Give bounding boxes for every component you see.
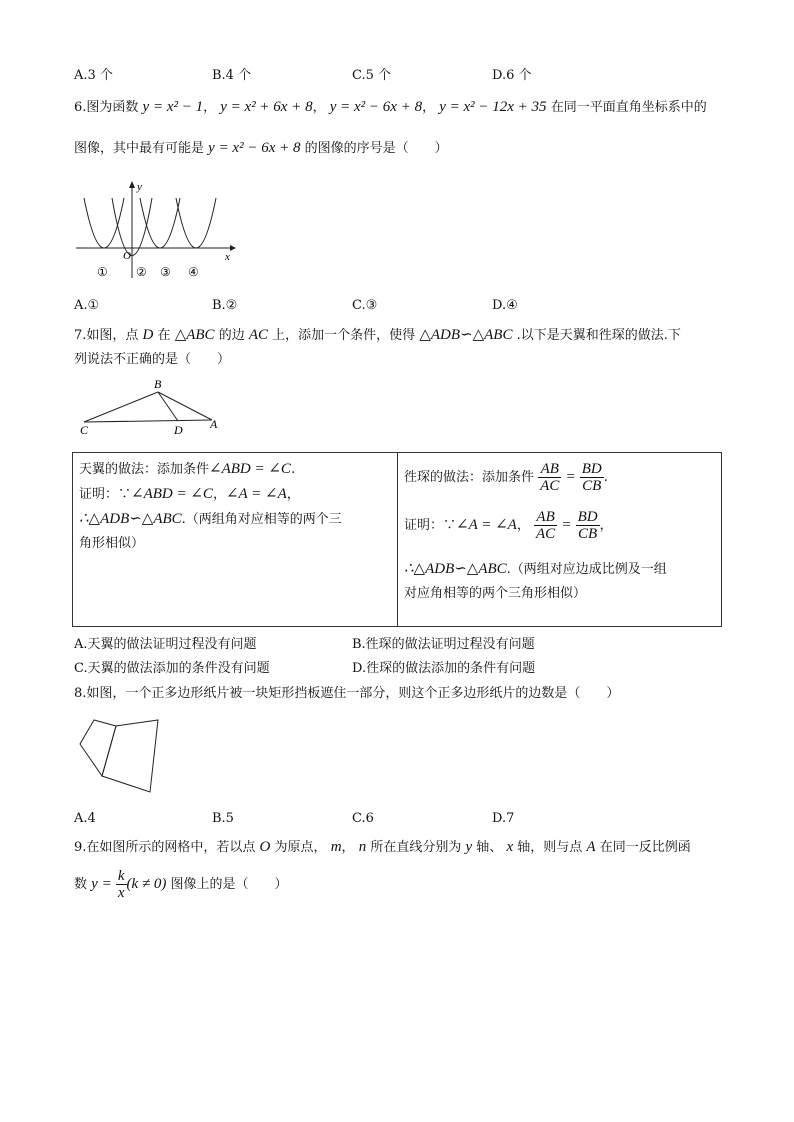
q7-line1e: .以下是天翼和徃琛的做法.下 [516,328,681,343]
wangchen-solution [398,453,722,627]
tianyi-l2m2: ∠A = ∠A [225,486,287,502]
q7-point-d: D [142,327,154,343]
frac-den: x [117,885,125,901]
wangchen-conclusion: ∴△ADB∽△ABC [404,561,507,577]
frac-den: CB [582,478,602,494]
fraction-k-x [116,868,127,901]
wangchen-l4b: .（两组对应边成比例及一组 [506,562,667,577]
q9-line1b: 为原点， [274,840,327,855]
vertex-c-label: C [80,423,89,437]
frac-den: CB [577,526,598,542]
q9-line2b: 图像上的是（ ） [170,877,288,892]
q9-line-n: n [358,839,367,855]
q7-similarity: △ADB∽△ABC [419,327,513,343]
tianyi-l1e: . [290,462,296,477]
tianyi-condition: ∠ABD = ∠C [209,461,291,477]
vertex-d-label: D [174,423,183,437]
fraction-ab-ac-2 [534,509,557,542]
tianyi-line3 [79,507,391,532]
q8-option-a: A.4 [74,811,96,826]
q9-line1d: 轴、 [476,840,503,855]
q7-option-b: B.徃琛的做法证明过程没有问题 [352,637,535,652]
parabola-3 [140,198,180,248]
q7-question-line2: 列说法不正确的是（ ） [74,352,231,367]
wangchen-l1a: 徃琛的做法：添加条件 [404,470,535,485]
q6-prefix: 6.图为函数 [74,100,139,115]
y-axis-label: y [137,181,142,193]
tianyi-line4: 角形相似） [79,536,145,551]
q7-option-d: D.徃琛的做法添加的条件有问题 [352,661,536,676]
q7-option-c: C.天翼的做法添加的条件没有问题 [74,661,270,676]
fraction-bd-cb [580,461,604,494]
q9-line-m: m [330,839,342,855]
q7-question [74,324,681,344]
q6-option-d: D.④ [492,298,518,313]
q5-option-a: A.3 个 [74,68,113,83]
vertex-b-label: B [154,377,162,391]
wangchen-l2b: ， [516,518,530,533]
tianyi-l2b: ， [212,487,226,502]
q7-line1d: 上，添加一个条件，使得 [272,328,416,343]
q6-option-c: C.③ [352,298,378,313]
q9-point-a: A [586,839,596,855]
wangchen-l2m: ∠A = ∠A [456,517,517,533]
segment-ca [84,420,212,422]
q9-y-equals: y = [91,876,112,892]
q5-option-d: D.6 个 [492,68,532,83]
q9-x: x [506,839,514,855]
q6-option-a: A.① [74,298,100,313]
q6-question-line2 [74,137,448,157]
graph-label-4: ④ [188,265,199,279]
graph-label-1: ① [97,265,108,279]
q9-line1c: 所在直线分别为 [370,840,462,855]
y-axis-arrow-icon [129,181,135,188]
q7-segment-ac: AC [248,327,269,343]
graph-label-2: ② [136,265,147,279]
frac-num: BD [581,461,602,477]
q7-line1a: 7.如图，点 [74,328,139,343]
q5-option-c: C.5 个 [352,68,392,83]
q7-line1c: 的边 [218,328,245,343]
tianyi-conclusion: ∴△ADB∽△ABC [79,511,182,527]
q6-suffix: 在同一平面直角坐标系中的 [550,100,707,115]
q8-option-b: B.5 [212,811,234,826]
polygon-visible-part [80,720,116,776]
frac-num: k [117,868,125,884]
q7-solutions-table [72,452,722,627]
fraction-bd-cb-2 [576,509,600,542]
parabola-1 [84,198,124,248]
tianyi-line2 [79,482,391,507]
q6-function-4: y = x² − 12x + 35 [439,99,547,115]
q9-condition: (k ≠ 0) [126,876,167,892]
q8-question: 8.如图，一个正多边形纸片被一块矩形挡板遮住一部分，则这个正多边形纸片的边数是（ ） [74,686,620,701]
q7-triangle-abc: △ABC [174,327,215,343]
q9-comma: ， [341,840,355,855]
segment-cb [84,392,158,422]
q9-y: y [465,839,473,855]
tianyi-l2a: 证明：∵ [79,487,132,502]
x-axis-arrow-icon [230,245,236,251]
tianyi-line1 [79,457,391,482]
frac-num: AB [534,509,557,526]
q9-line2a: 数 [74,877,88,892]
q7-triangle-figure [78,376,228,436]
q7-option-a: A.天翼的做法证明过程没有问题 [74,637,257,652]
vertex-a-label: A [210,417,218,431]
tianyi-solution [73,453,398,627]
frac-num: BD [577,509,598,525]
q6-line2b: 的图像的序号是（ ） [304,141,448,156]
wangchen-line4: 对应角相等的两个三角形相似） [404,586,587,601]
tianyi-l1a: 天翼的做法：添加条件 [79,462,210,477]
wangchen-line3 [404,557,715,582]
q7-line1b: 在 [157,328,171,343]
graph-label-3: ③ [160,265,171,279]
parabola-4 [176,198,216,248]
q6-function-1: y = x² − 1 [142,99,204,115]
rectangular-board [102,720,158,792]
wangchen-l2a: 证明：∵ [404,518,457,533]
q9-line1f: 在同一反比例函 [599,840,691,855]
q6-function-3: y = x² − 6x + 8 [329,99,423,115]
q8-option-c: C.6 [352,811,374,826]
origin-label: O [123,250,131,262]
frac-den: AC [536,526,556,542]
x-axis-label: x [225,251,230,263]
q9-point-o: O [259,839,271,855]
frac-num: AB [538,461,561,478]
q6-line2a: 图像，其中最有可能是 [74,141,205,156]
frac-den: AC [540,478,560,494]
fraction-ab-ac [538,461,561,494]
q6-option-b: B.② [212,298,238,313]
q6-target-function: y = x² − 6x + 8 [208,140,301,156]
q6-parabola-figure [72,178,242,288]
q9-question-line2 [74,868,288,901]
q8-option-d: D.7 [492,811,515,826]
tianyi-l2m: ∠ABD = ∠C [131,486,213,502]
q8-polygon-figure [76,716,166,796]
q9-line1a: 9.在如图所示的网格中，若以点 [74,840,256,855]
q5-option-b: B.4 个 [212,68,252,83]
q9-question [74,836,691,856]
segment-bd [158,392,178,421]
q6-function-2: y = x² + 6x + 8 [220,99,313,115]
tianyi-l2e: ， [286,487,300,502]
q6-question: 6.图为函数 y = x² − 1， y = x² + 6x + 8， y = x² − 6x + 8， y = x² − 12x + 35 在同一平面直角坐标系中的 [74,99,707,115]
tianyi-l3b: .（两组角对应相等的两个三 [181,512,342,527]
wangchen-line1: 徃琛的做法：添加条件 $\frac{AB}{AC}$ = $\frac{BD}{CB}$ . [404,461,608,494]
wangchen-line2: 证明：∵∠A = ∠A， $\frac{AB}{AC}$ = $\frac{BD}{CB}$ ， [404,509,613,542]
segment-ba [158,392,212,420]
q9-line1e: 轴，则与点 [517,840,583,855]
